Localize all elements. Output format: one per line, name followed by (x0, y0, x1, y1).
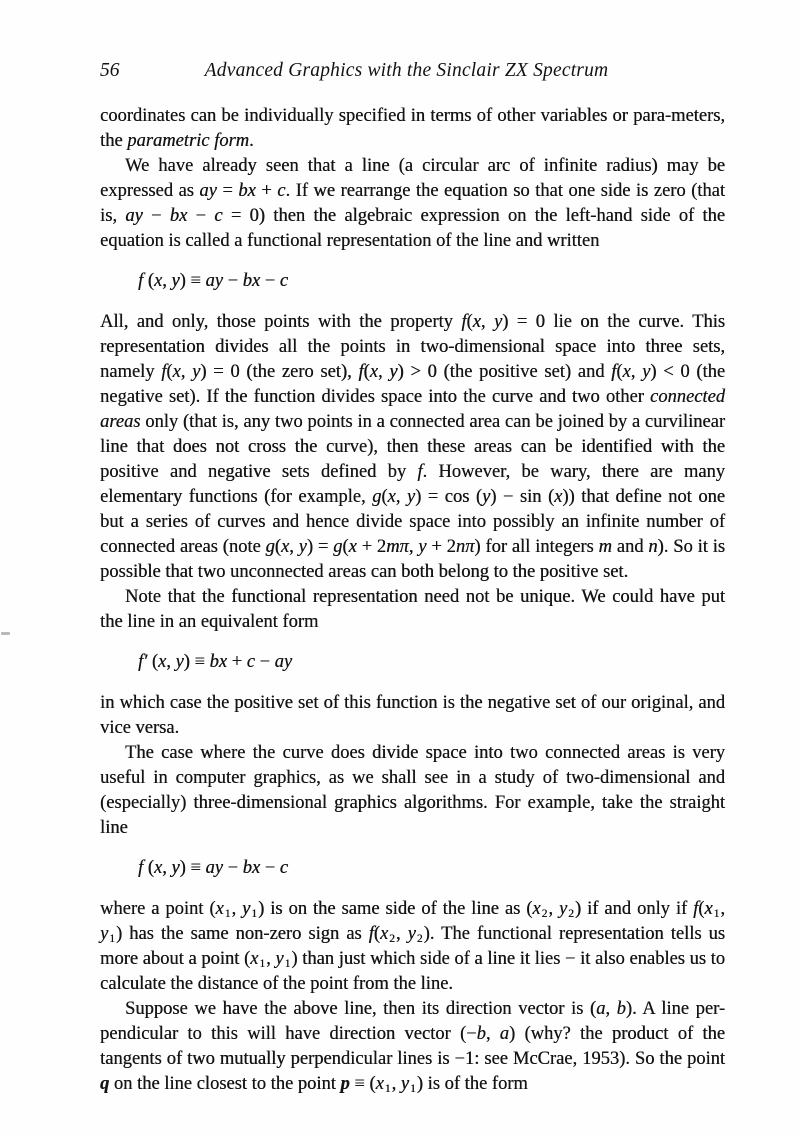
paragraph: coordinates can be individually specified in terms of other variables or para-meters, the parametric form. (100, 106, 725, 151)
formula-line: f′ (x, y) ≡ bx + c − ay (138, 652, 293, 672)
paragraph: We have already seen that a line (a circular arc of infinite radius) may be expressed as ay = bx + c. If we rearrange the equation so that one side is zero (that is, ay − bx − c = 0) then the algebraic expression on the left-hand side of the equation is called a functional representation of the line and written (100, 156, 726, 251)
running-title: Advanced Graphics with the Sinclair ZX Spectrum (204, 60, 609, 81)
formula-line: f (x, y) ≡ ay − bx − c (138, 271, 289, 291)
paragraph: Note that the functional representation need not be unique. We could have put the line in an equivalent form (100, 587, 725, 632)
paragraph: Suppose we have the above line, then its direction vector is (a, b). A line per-pendicular to this will have direction vector (−b, a) (why? the product of the tangents of two mutually perpendicular lines is −1: see McCrae, 1953). So the point q on the line closest to the point p ≡ (x1, y1) is of the form (100, 999, 726, 1095)
paragraph: The case where the curve does divide space into two connected areas is very useful in computer graphics, as we shall see in a study of two-dimensional and (especially) three-dimensional graphics algorithms. For example, take the straight line (100, 743, 725, 838)
formula-line: f (x, y) ≡ ay − bx − c (138, 858, 289, 878)
paragraph: where a point (x1, y1) is on the same side of the line as (x2, y2) if and only if f(x1, y1) has the same non-zero sign as f(x2, y2). The functional representation tells us more about a point (x1, y1) than just which side of a line it lies − it also enables us to calculate the distance of the point from the line. (100, 899, 726, 994)
scan-artifact (1, 632, 10, 635)
page-body (100, 104, 725, 1097)
page-number: 56 (100, 60, 120, 81)
page-header (100, 59, 725, 83)
paragraph: in which case the positive set of this function is the negative set of our original, and vice versa. (100, 693, 725, 738)
paragraph: All, and only, those points with the property f(x, y) = 0 lie on the curve. This representation divides all the points in two-dimensional space into three sets, namely f(x, y) = 0 (the zero set), f(x, y) > 0 (the positive set) and f(x, y) < 0 (the negative set). If the function divides space into the curve and two other connected areas only (that is, any two points in a connected area can be joined by a curvilinear line that does not cross the curve), then these areas can be identified with the positive and negative sets defined by f. However, be wary, there are many elementary functions (for example, g(x, y) = cos (y) − sin (x)) that define not one but a series of curves and hence divide space into possibly an infinite number of connected areas (note g(x, y) = g(x + 2mπ, y + 2nπ) for all integers m and n). So it is possible that two unconnected areas can both belong to the positive set. (100, 312, 726, 582)
